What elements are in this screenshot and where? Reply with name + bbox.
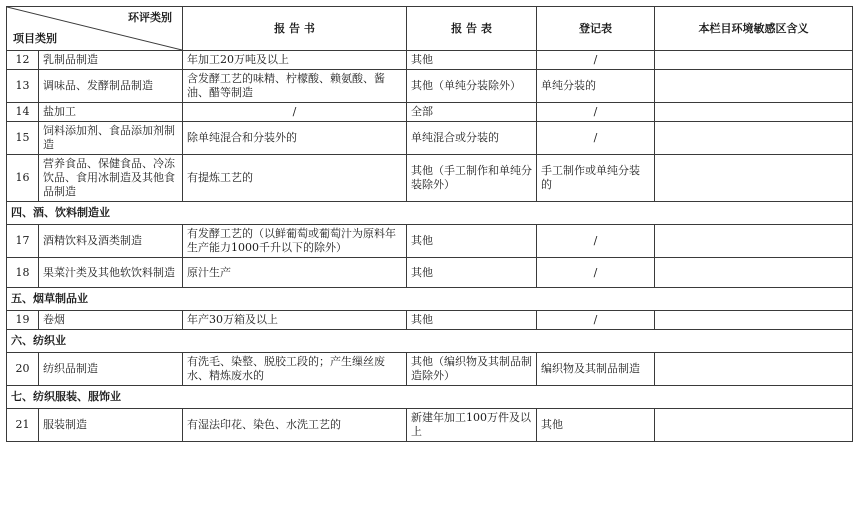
row-number: 16 [7, 155, 39, 202]
row-number: 18 [7, 258, 39, 288]
project-category: 营养食品、保健食品、冷冻饮品、食用冰制造及其他食品制造 [39, 155, 183, 202]
table-row [7, 258, 853, 288]
section-row [7, 288, 853, 311]
report-book-criteria: 原汁生产 [183, 258, 407, 288]
row-number: 15 [7, 122, 39, 155]
registration-criteria: 编织物及其制品制造 [537, 353, 655, 386]
sensitive-area-note [655, 122, 853, 155]
header-report-form: 报 告 表 [407, 7, 537, 51]
diagonal-header-cell [7, 7, 183, 51]
table-row [7, 122, 853, 155]
report-book-criteria: 年加工20万吨及以上 [183, 51, 407, 70]
sensitive-area-note [655, 51, 853, 70]
header-row [7, 7, 853, 51]
sensitive-area-note [655, 258, 853, 288]
table-row [7, 225, 853, 258]
table-row [7, 155, 853, 202]
registration-criteria: / [537, 103, 655, 122]
table-row [7, 103, 853, 122]
registration-criteria: / [537, 51, 655, 70]
table-row [7, 51, 853, 70]
sensitive-area-note [655, 409, 853, 442]
report-book-criteria: 有洗毛、染整、脱胶工段的；产生缫丝废水、精炼废水的 [183, 353, 407, 386]
report-book-criteria: 有发酵工艺的（以鲜葡萄或葡萄汁为原料年生产能力1000千升以下的除外） [183, 225, 407, 258]
registration-criteria: / [537, 122, 655, 155]
registration-criteria: 单纯分装的 [537, 70, 655, 103]
report-form-criteria: 其他（手工制作和单纯分装除外） [407, 155, 537, 202]
section-row [7, 202, 853, 225]
header-corner-bottom: 项目类别 [13, 32, 57, 45]
sensitive-area-note [655, 353, 853, 386]
section-title: 六、纺织业 [7, 330, 853, 353]
report-form-criteria: 全部 [407, 103, 537, 122]
report-form-criteria: 其他（编织物及其制品制造除外） [407, 353, 537, 386]
report-form-criteria: 其他 [407, 225, 537, 258]
project-category: 盐加工 [39, 103, 183, 122]
registration-criteria: / [537, 258, 655, 288]
section-title: 四、酒、饮料制造业 [7, 202, 853, 225]
row-number: 21 [7, 409, 39, 442]
report-book-criteria: 年产30万箱及以上 [183, 311, 407, 330]
report-book-criteria: 含发酵工艺的味精、柠檬酸、赖氨酸、酱油、醋等制造 [183, 70, 407, 103]
row-number: 12 [7, 51, 39, 70]
table-row [7, 409, 853, 442]
sensitive-area-note [655, 311, 853, 330]
project-category: 酒精饮料及酒类制造 [39, 225, 183, 258]
row-number: 14 [7, 103, 39, 122]
report-book-criteria: 有湿法印花、染色、水洗工艺的 [183, 409, 407, 442]
classification-table-container [6, 6, 852, 442]
sensitive-area-note [655, 70, 853, 103]
sensitive-area-note [655, 103, 853, 122]
project-category: 卷烟 [39, 311, 183, 330]
header-registration: 登记表 [537, 7, 655, 51]
header-sensitive-area: 本栏目环境敏感区含义 [655, 7, 853, 51]
table-row [7, 311, 853, 330]
report-book-criteria: 有提炼工艺的 [183, 155, 407, 202]
project-category: 果菜汁类及其他软饮料制造 [39, 258, 183, 288]
sensitive-area-note [655, 225, 853, 258]
table-row [7, 70, 853, 103]
row-number: 13 [7, 70, 39, 103]
section-row [7, 330, 853, 353]
section-title: 七、纺织服装、服饰业 [7, 386, 853, 409]
sensitive-area-note [655, 155, 853, 202]
project-category: 调味品、发酵制品制造 [39, 70, 183, 103]
project-category: 饲料添加剂、食品添加剂制造 [39, 122, 183, 155]
row-number: 19 [7, 311, 39, 330]
table-body [7, 51, 853, 442]
registration-criteria: / [537, 225, 655, 258]
report-book-criteria: / [183, 103, 407, 122]
section-title: 五、烟草制品业 [7, 288, 853, 311]
eia-classification-table [6, 6, 853, 442]
table-row [7, 353, 853, 386]
project-category: 乳制品制造 [39, 51, 183, 70]
report-form-criteria: 其他 [407, 311, 537, 330]
row-number: 20 [7, 353, 39, 386]
registration-criteria: / [537, 311, 655, 330]
project-category: 纺织品制造 [39, 353, 183, 386]
header-corner-top: 环评类别 [128, 11, 172, 24]
header-report-book: 报 告 书 [183, 7, 407, 51]
report-form-criteria: 单纯混合或分装的 [407, 122, 537, 155]
report-form-criteria: 其他 [407, 258, 537, 288]
report-form-criteria: 其他 [407, 51, 537, 70]
registration-criteria: 手工制作或单纯分装的 [537, 155, 655, 202]
report-form-criteria: 新建年加工100万件及以上 [407, 409, 537, 442]
report-book-criteria: 除单纯混合和分装外的 [183, 122, 407, 155]
row-number: 17 [7, 225, 39, 258]
report-form-criteria: 其他（单纯分装除外） [407, 70, 537, 103]
project-category: 服装制造 [39, 409, 183, 442]
section-row [7, 386, 853, 409]
registration-criteria: 其他 [537, 409, 655, 442]
